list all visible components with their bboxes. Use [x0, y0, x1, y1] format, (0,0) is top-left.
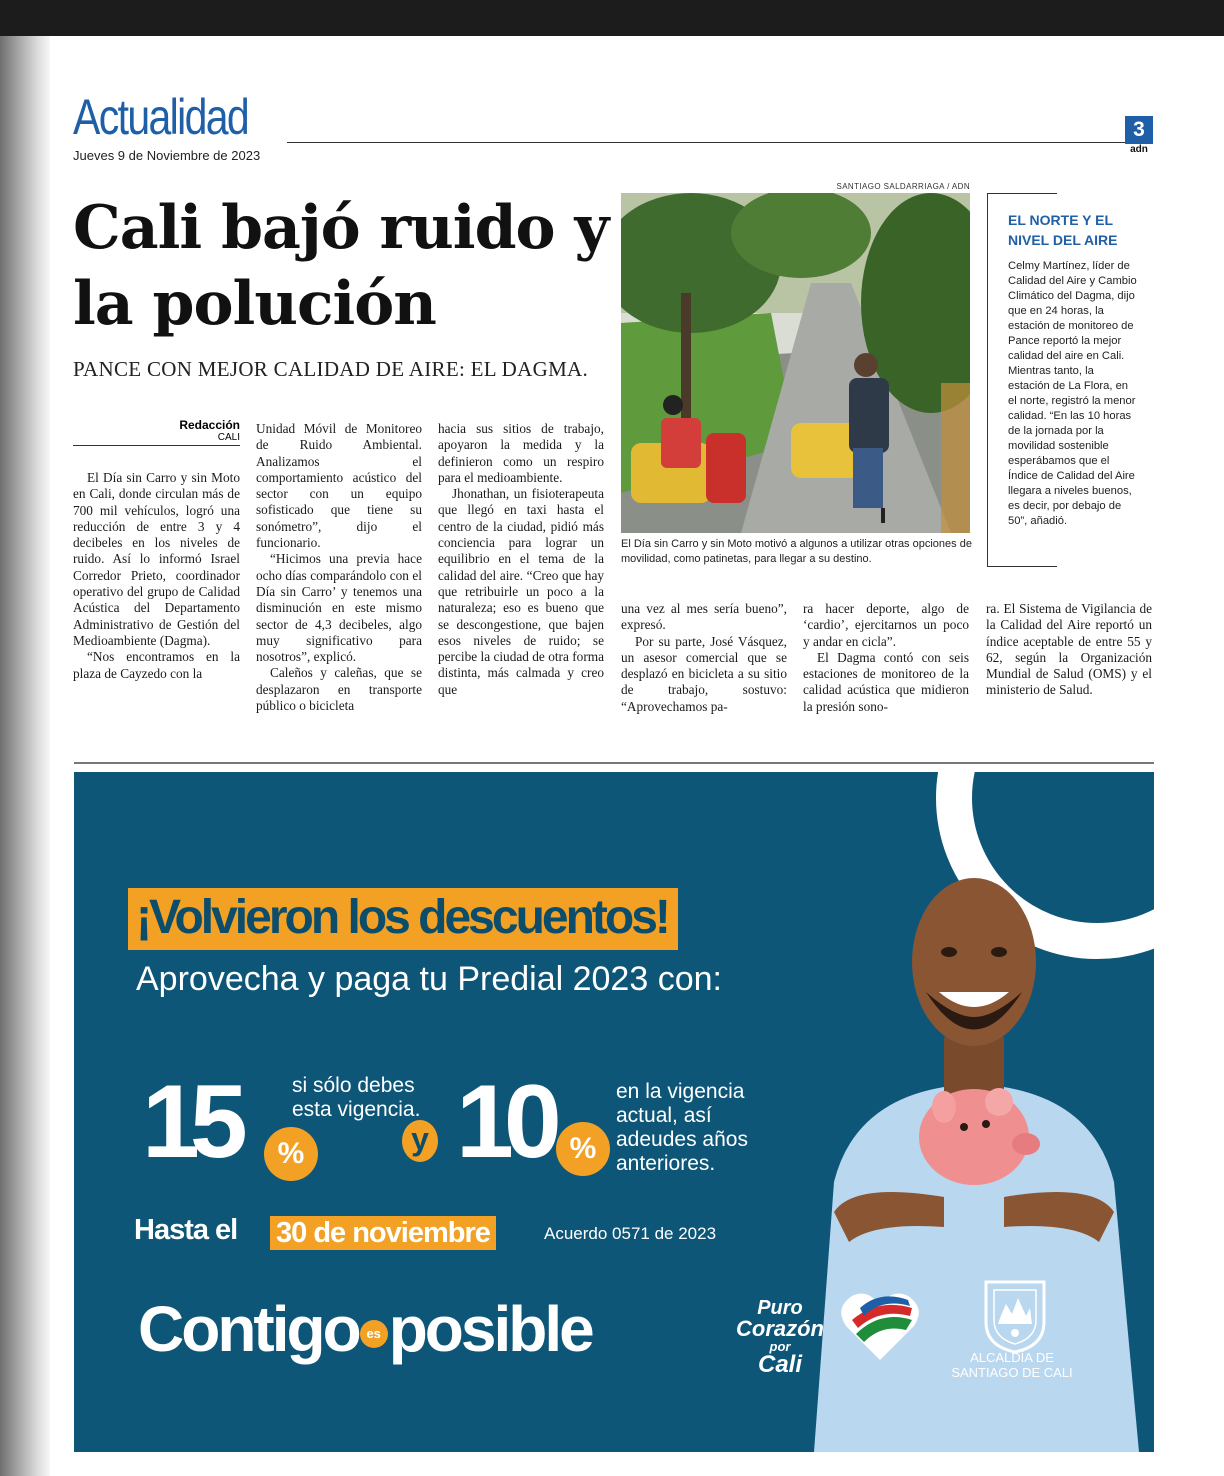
authority-logo-text — [942, 1350, 1082, 1380]
paragraph: una vez al mes sería bueno”, expresó. — [621, 601, 787, 633]
sidebar-top-rule — [987, 193, 1057, 194]
photo-credit: SANTIAGO SALDARRIAGA / ADN — [836, 182, 970, 191]
sidebar-box — [987, 193, 1153, 567]
discount-10-value: 10 — [456, 1064, 552, 1180]
article-column-1 — [73, 470, 240, 718]
deadline-date: 30 de noviembre — [270, 1216, 496, 1250]
slogan-part-2: posible — [388, 1293, 592, 1365]
slogan — [138, 1292, 592, 1366]
paragraph: Caleños y caleñas, que se desplazaron en transporte público o bicicleta — [256, 665, 422, 714]
discount-15-value: 15 — [142, 1064, 238, 1180]
campaign-line-2: Corazón — [736, 1316, 824, 1341]
byline-author: Redacción — [179, 418, 240, 432]
campaign-line-4: Cali — [757, 1351, 802, 1378]
campaign-line-3: por — [769, 1339, 791, 1354]
header-rule — [287, 142, 1125, 143]
page-marker — [1125, 116, 1153, 156]
deadline-label: Hasta el — [134, 1214, 238, 1246]
sidebar-bottom-rule — [987, 566, 1057, 567]
top-dark-bar — [0, 0, 1224, 36]
paragraph: ra hacer deporte, algo de ‘cardio’, ejercitarnos un poco y andar en cicla”. — [803, 601, 969, 649]
ad-separator-rule — [74, 762, 1154, 764]
city-shield-icon — [980, 1278, 1050, 1354]
authority-line-1: ALCALDÍA DE — [970, 1350, 1054, 1365]
percent-badge-2: % — [556, 1122, 610, 1176]
percent-badge-1: % — [264, 1127, 318, 1181]
slogan-es-badge: es — [360, 1320, 388, 1348]
issue-date: Jueves 9 de Noviembre de 2023 — [73, 148, 261, 163]
byline — [73, 418, 240, 446]
advertisement — [74, 772, 1154, 1452]
heart-icon — [840, 1290, 920, 1362]
article-column-2 — [256, 421, 422, 718]
paragraph: “Hicimos una previa hace ocho días comparándolo con el Día sin Carro’ y tenemos una disminución en este mismo sector de 4,3 decibeles, algo muy significativo para nosotros”, explicó. — [256, 551, 422, 665]
ad-headline: ¡Volvieron los descuentos! — [128, 888, 678, 950]
section-title: Actualidad — [73, 89, 249, 145]
article-photo — [621, 193, 970, 533]
article-column-6 — [986, 601, 1152, 718]
ad-subheadline: Aprovecha y paga tu Predial 2023 con: — [136, 960, 722, 998]
paragraph: “Nos encontramos en la plaza de Cayzedo con la — [73, 649, 240, 681]
discount-15-description: si sólo debes esta vigencia. — [292, 1074, 421, 1121]
article-column-3 — [438, 421, 604, 718]
brand-mark: adn — [1130, 144, 1148, 155]
paragraph: Jhonathan, un fisioterapeuta que llegó en taxi hasta el centro de la ciudad, pidió más conciencia para lograr un equilibrio en el tema de la calidad del aire. “Creo que hay que retribuirle un poco a la naturaleza; eso es bueno que se descongestione, que bajen esos niveles de ruido; se percibe la ciudad de otra forma distinta, más calmada y creo que — [438, 486, 604, 697]
sidebar-border — [987, 193, 988, 567]
page-number: 3 — [1125, 116, 1153, 144]
photo-caption: El Día sin Carro y sin Moto motivó a algunos a utilizar otras opciones de movilidad, como patinetas, para llegar a su destino. — [621, 538, 972, 565]
article-subheadline: PANCE CON MEJOR CALIDAD DE AIRE: EL DAGMA. — [73, 357, 589, 381]
paragraph: ra. El Sistema de Vigilancia de la Calidad del Aire reportó un índice aceptable de entre 55 y 62, según la Organización Mundial de Salud (OMS) y el ministerio de Salud. — [986, 601, 1152, 698]
paragraph: El Dagma contó con seis estaciones de monitoreo de la calidad acústica que midieron la presión sono- — [803, 649, 969, 714]
paragraph: El Día sin Carro y sin Moto en Cali, donde circulan más de 700 mil vehículos, logró una reducción de entre 3 y 4 decibeles en los niveles de ruido. Así lo informó Israel Corredor Prieto, coordinador operativo del grupo de Calidad Acústica del Departamento Administrativo de Gestión del Medioambiente (Dagma). — [73, 470, 240, 648]
street-scene-illustration — [621, 193, 970, 533]
byline-location: CALI — [217, 432, 240, 443]
sidebar-text: Celmy Martínez, líder de Calidad del Aire y Cambio Climático del Dagma, dijo que en 24 horas, la estación de monitoreo de Pance reportó la mejor calidad del aire en Cali. Mientras tanto, la estación de La Flora, en el norte, registró la menor calidad. “En las 10 horas de la jornada por la movilidad sostenible esperábamos que el Índice de Calidad del Aire llegara a niveles buenos, es decir, por debajo de 50”, añadió. — [1008, 260, 1137, 527]
page-fold-shadow — [0, 36, 50, 1476]
slogan-part-1: Contigo — [138, 1293, 359, 1365]
campaign-logo — [736, 1298, 824, 1377]
discount-10-description: en la vigencia actual, así adeudes años anteriores. — [616, 1080, 748, 1175]
paragraph: hacia sus sitios de trabajo, apoyaron la medida y la definieron como un respiro para el medioambiente. — [438, 421, 604, 485]
campaign-line-1: Puro — [757, 1297, 803, 1319]
connector-y: y — [402, 1120, 438, 1162]
article-column-4 — [621, 601, 787, 718]
authority-line-2: SANTIAGO DE CALI — [951, 1365, 1073, 1380]
paragraph: Unidad Móvil de Monitoreo de Ruido Ambiental. Analizamos el comportamiento acústico del sector con un equipo sofisticado que tiene su sonómetro”, dijo el funcionario. — [256, 421, 422, 551]
article-column-5 — [803, 601, 969, 718]
article-headline: Cali bajó ruido y la polución — [73, 193, 609, 339]
paragraph: Por su parte, José Vásquez, un asesor comercial que se desplazó en bicicleta a su sitio de trabajo, sostuvo: “Aprovechamos pa- — [621, 633, 787, 714]
agreement-reference: Acuerdo 0571 de 2023 — [544, 1224, 717, 1243]
sidebar-title: EL NORTE Y EL NIVEL DEL AIRE — [1008, 212, 1118, 248]
